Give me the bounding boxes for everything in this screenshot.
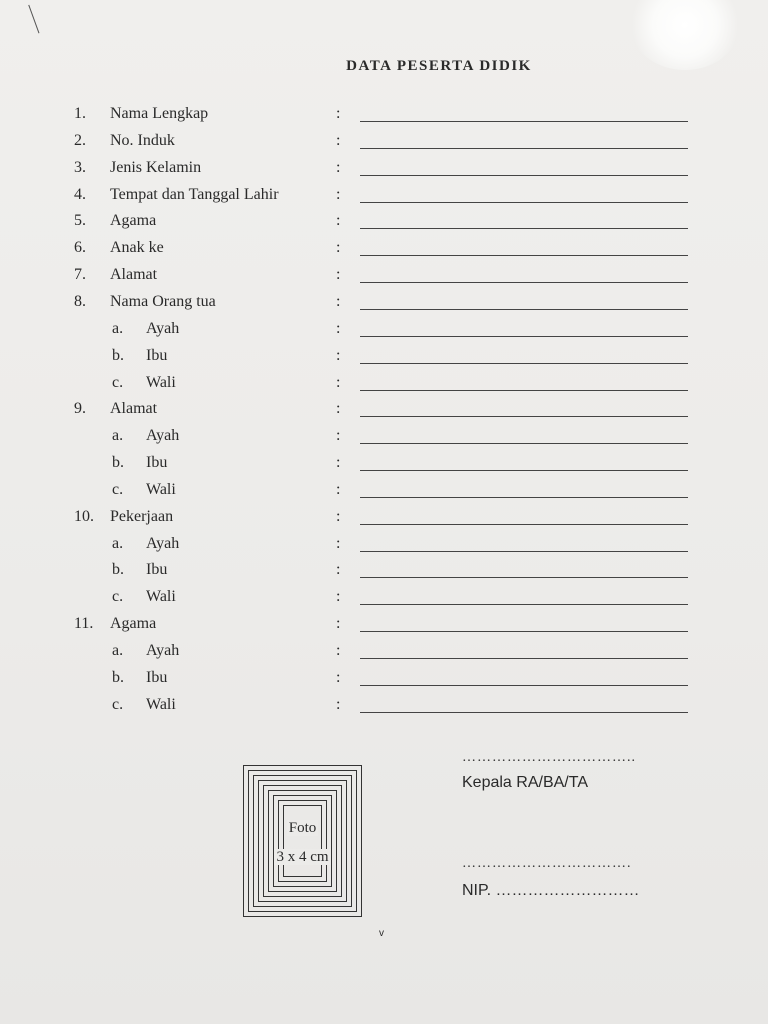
fill-in-line[interactable] (360, 577, 688, 578)
row-number: a. (112, 534, 124, 552)
signature-date-dots: …………………………….. (462, 750, 636, 765)
fill-in-line[interactable] (360, 175, 688, 176)
fill-in-line[interactable] (360, 685, 688, 686)
row-colon: : (336, 588, 341, 606)
row-number: c. (112, 480, 124, 498)
form-row (0, 239, 768, 261)
form-row (0, 481, 768, 503)
row-label: Tempat dan Tanggal Lahir (110, 185, 279, 203)
row-colon: : (336, 561, 341, 579)
row-colon: : (336, 346, 341, 364)
fill-in-line[interactable] (360, 497, 688, 498)
row-number: 5. (74, 212, 86, 230)
row-label: Alamat (110, 400, 158, 418)
row-colon: : (336, 319, 341, 337)
form-row (0, 508, 768, 530)
row-label: Agama (110, 212, 157, 230)
fill-in-line[interactable] (360, 390, 688, 391)
row-number: b. (112, 346, 124, 364)
signature-role: Kepala RA/BA/TA (462, 774, 588, 791)
fill-in-line[interactable] (360, 255, 688, 256)
form-row (0, 400, 768, 422)
row-number: 8. (74, 292, 86, 310)
fill-in-line[interactable] (360, 631, 688, 632)
form-row (0, 427, 768, 449)
row-number: a. (112, 319, 124, 337)
row-label: Pekerjaan (110, 507, 174, 525)
row-label: Wali (146, 588, 176, 606)
row-colon: : (336, 454, 341, 472)
row-label: Ayah (146, 319, 180, 337)
fill-in-line[interactable] (360, 712, 688, 713)
row-number: 11. (74, 615, 94, 633)
fill-in-line[interactable] (360, 470, 688, 471)
fill-in-line[interactable] (360, 658, 688, 659)
row-number: b. (112, 561, 124, 579)
row-colon: : (336, 266, 341, 284)
form-row (0, 212, 768, 234)
row-number: 6. (74, 239, 86, 257)
page-mark: v (379, 928, 384, 939)
row-number: c. (112, 373, 124, 391)
row-colon: : (336, 615, 341, 633)
row-colon: : (336, 400, 341, 418)
photo-size: 3 x 4 cm (276, 849, 329, 865)
row-colon: : (336, 105, 341, 122)
row-label: Ayah (146, 427, 180, 445)
fill-in-line[interactable] (360, 443, 688, 444)
row-colon: : (336, 668, 341, 686)
form-row (0, 320, 768, 342)
form-row (0, 105, 768, 127)
row-label: Wali (146, 480, 176, 498)
row-number: 1. (74, 105, 86, 122)
fill-in-line[interactable] (360, 524, 688, 525)
fill-in-line[interactable] (360, 363, 688, 364)
form-row (0, 535, 768, 557)
form-row (0, 293, 768, 315)
form-row (0, 454, 768, 476)
photo-label: Foto (288, 820, 317, 836)
form-row (0, 588, 768, 610)
fill-in-line[interactable] (360, 148, 688, 149)
form-row (0, 347, 768, 369)
form-row (0, 266, 768, 288)
row-label: Wali (146, 373, 176, 391)
row-label: Alamat (110, 266, 158, 284)
form-row (0, 132, 768, 154)
row-colon: : (336, 507, 341, 525)
row-label: Wali (146, 695, 176, 713)
row-colon: : (336, 534, 341, 552)
form-row (0, 374, 768, 396)
row-number: 7. (74, 266, 86, 284)
row-colon: : (336, 212, 341, 230)
form-row (0, 669, 768, 691)
corner-mark (28, 1, 50, 34)
row-label: Jenis Kelamin (110, 158, 202, 176)
row-colon: : (336, 373, 341, 391)
signature-name-dots: ……………………………. (462, 856, 632, 871)
row-colon: : (336, 158, 341, 176)
fill-in-line[interactable] (360, 121, 688, 122)
form-row (0, 159, 768, 181)
form-row (0, 186, 768, 208)
document-title: DATA PESERTA DIDIK (346, 58, 532, 74)
row-colon: : (336, 480, 341, 498)
row-label: Ayah (146, 642, 180, 659)
photo-placeholder (243, 765, 362, 917)
row-label: Ayah (146, 534, 180, 552)
fill-in-line[interactable] (360, 416, 688, 417)
signature-nip: NIP. ……………………… (462, 882, 640, 899)
row-colon: : (336, 239, 341, 257)
row-number: a. (112, 427, 124, 445)
fill-in-line[interactable] (360, 604, 688, 605)
row-label: Ibu (146, 668, 168, 686)
form-row (0, 561, 768, 583)
fill-in-line[interactable] (360, 309, 688, 310)
row-number: c. (112, 695, 124, 713)
fill-in-line[interactable] (360, 202, 688, 203)
row-label: Anak ke (110, 239, 164, 257)
row-label: Ibu (146, 346, 168, 364)
fill-in-line[interactable] (360, 551, 688, 552)
row-number: 9. (74, 400, 86, 418)
row-colon: : (336, 131, 341, 149)
fill-in-line[interactable] (360, 282, 688, 283)
row-number: 10. (74, 507, 94, 525)
row-label: Nama Lengkap (110, 105, 209, 122)
row-number: b. (112, 668, 124, 686)
form-row (0, 696, 768, 718)
row-colon: : (336, 292, 341, 310)
row-colon: : (336, 427, 341, 445)
row-label: Ibu (146, 454, 168, 472)
form-row (0, 615, 768, 637)
row-colon: : (336, 642, 341, 659)
row-number: c. (112, 588, 124, 606)
row-label: Ibu (146, 561, 168, 579)
fill-in-line[interactable] (360, 336, 688, 337)
row-colon: : (336, 185, 341, 203)
fill-in-line[interactable] (360, 228, 688, 229)
row-number: 2. (74, 131, 86, 149)
row-label: Agama (110, 615, 157, 633)
row-number: a. (112, 642, 124, 659)
row-label: Nama Orang tua (110, 292, 216, 310)
row-number: 3. (74, 158, 86, 176)
form-row (0, 642, 768, 664)
row-number: 4. (74, 185, 86, 203)
row-label: No. Induk (110, 131, 175, 149)
row-number: b. (112, 454, 124, 472)
row-colon: : (336, 695, 341, 713)
